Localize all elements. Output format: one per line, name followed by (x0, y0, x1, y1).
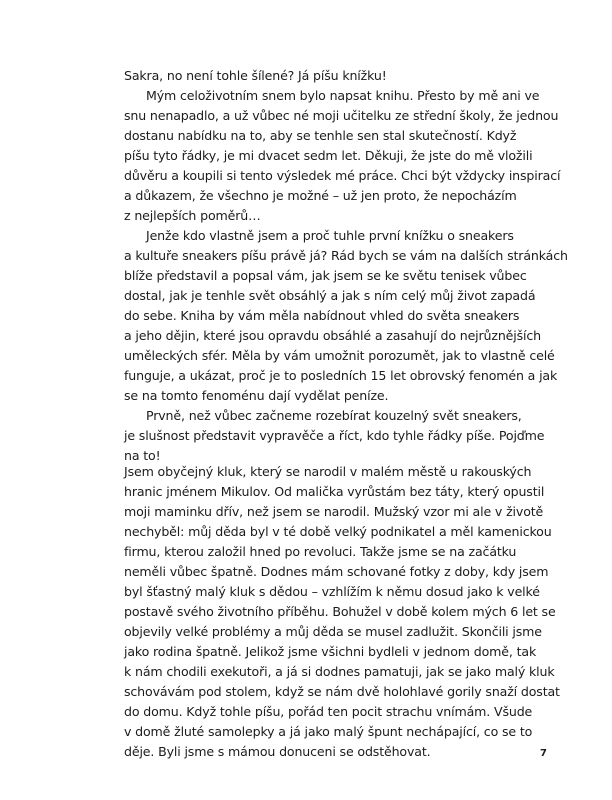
text-line: z nejlepších poměrů… (124, 208, 261, 223)
text-line: objevily velké problémy a můj děda se musel zadlužit. Skončili jsme (124, 624, 542, 639)
text-line: důvěru a koupili si tento výsledek mé práce. Chci být vždycky inspirací (124, 168, 561, 183)
text-line: neměli vůbec špatně. Dodnes mám schované fotky z doby, kdy jsem (124, 564, 549, 579)
text-line: se na tomto fenoménu dají vydělat peníze. (124, 388, 389, 403)
text-line: Jenže kdo vlastně jsem a proč tuhle první knížku o sneakers (146, 228, 514, 243)
text-line: a kultuře sneakers píšu právě já? Rád bych se vám na dalších stránkách (124, 248, 568, 263)
text-line: byl šťastný malý kluk s dědou – vzhlížím k němu dosud jako k velké (124, 584, 540, 599)
text-line: k nám chodili exekutoři, a já si dodnes pamatuji, jak se jako malý kluk (124, 664, 555, 679)
text-line: Mým celoživotním snem bylo napsat knihu. Přesto by mě ani ve (146, 88, 540, 103)
text-line: hranic jménem Mikulov. Od malička vyrůstám bez táty, který opustil (124, 484, 545, 499)
text-line: dostal, jak je tenhle svět obsáhlý a jak s ním celý můj život zapadá (124, 288, 536, 303)
text-line: snu nenapadlo, a už vůbec né moji učitelku ze střední školy, že jednou (124, 108, 559, 123)
text-line: do domu. Když tohle píšu, pořád ten pocit strachu vnímám. Všude (124, 704, 533, 719)
text-line: nechyběl: můj děda byl v té době velký podnikatel a měl kamenickou (124, 524, 552, 539)
text-line: je slušnost představit vypravěče a říct, kdo tyhle řádky píše. Pojďme (124, 428, 545, 443)
text-line: postavě svého životního příběhu. Bohužel v době kolem mých 6 let se (124, 604, 556, 619)
text-line: děje. Byli jsme s mámou donuceni se odstěhovat. (124, 744, 431, 759)
text-line: uměleckých sfér. Měla by vám umožnit porozumět, jak to vlastně celé (124, 348, 555, 363)
page-number: 7 (540, 748, 547, 759)
text-line: a jeho dějin, které jsou opravdu obsáhlé a zasahují do nejrůznějších (124, 328, 541, 343)
text-line: schovávám pod stolem, když se nám dvě holohlavé gorily snaží dostat (124, 684, 560, 699)
text-line: v domě žluté samolepky a já jako malý špunt nechápající, co se to (124, 724, 533, 739)
text-line: blíže představil a popsal vám, jak jsem se ke světu tenisek vůbec (124, 268, 527, 283)
text-line: moji maminku dřív, než jsem se narodil. Mužský vzor mi ale v životě (124, 504, 544, 519)
text-line: na to! (124, 448, 161, 463)
text-line: funguje, a ukázat, proč je to posledních 15 let obrovský fenomén a jak (124, 368, 558, 383)
text-line: do sebe. Kniha by vám měla nabídnout vhled do světa sneakers (124, 308, 520, 323)
text-line: firmu, kterou založil hned po revoluci. Takže jsme se na začátku (124, 544, 517, 559)
text-line: píšu tyto řádky, je mi dvacet sedm let. Děkuji, že jste do mě vložili (124, 148, 533, 163)
text-line: jako rodina špatně. Jelikož jsme všichni bydleli v jednom domě, tak (124, 644, 537, 659)
text-line: Prvně, než vůbec začneme rozebírat kouzelný svět sneakers, (146, 408, 522, 423)
text-line: Sakra, no není tohle šílené? Já píšu knížku! (124, 68, 387, 83)
text-line: Jsem obyčejný kluk, který se narodil v malém městě u rakouských (124, 464, 532, 479)
text-line: dostanu nabídku na to, aby se tenhle sen stal skutečností. Když (124, 128, 517, 143)
text-line: a důkazem, že všechno je možné – už jen proto, že nepocházím (124, 188, 517, 203)
